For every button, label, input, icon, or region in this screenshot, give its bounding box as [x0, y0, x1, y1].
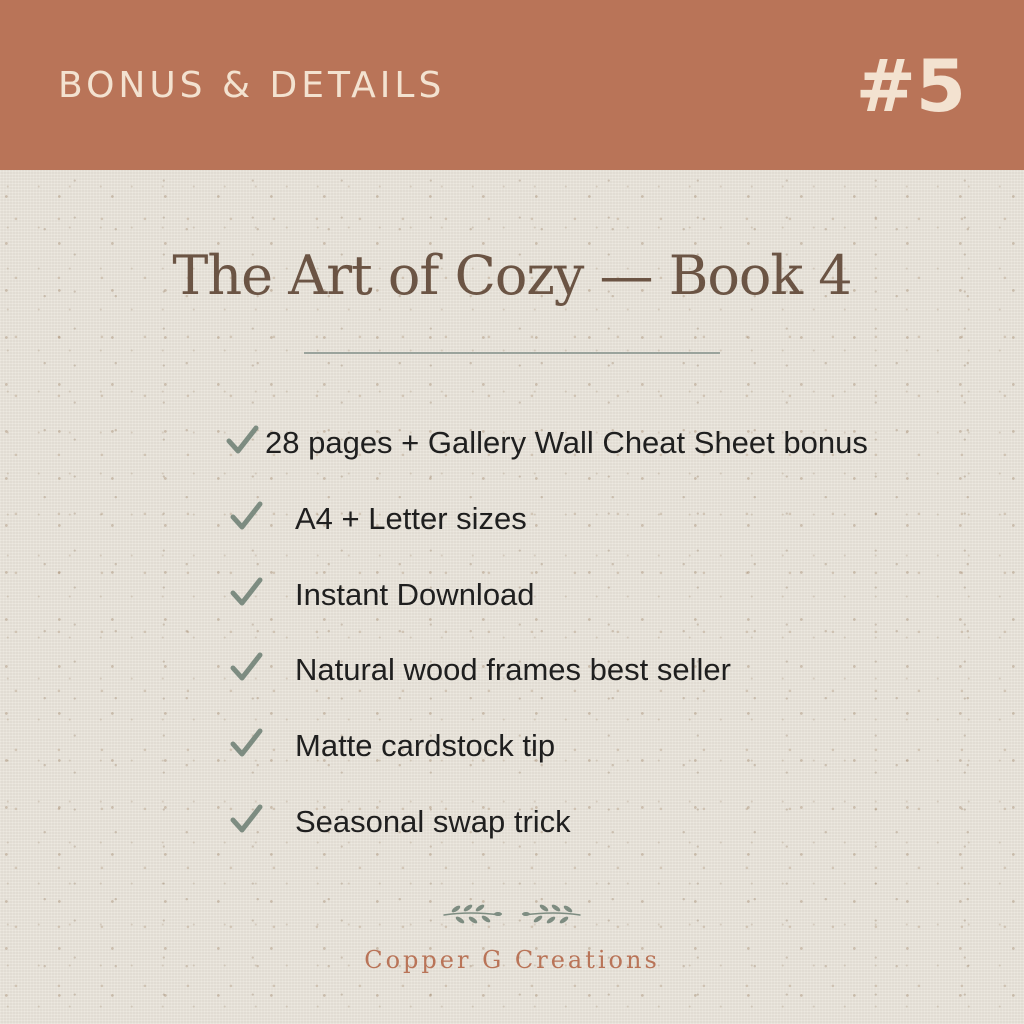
- feature-item: [0, 494, 1024, 544]
- page-title: The Art of Cozy — Book 4: [172, 244, 852, 307]
- feature-text: Seasonal swap trick: [295, 804, 571, 839]
- check-icon: [226, 723, 266, 763]
- feature-item: [0, 645, 1024, 695]
- feature-text: A4 + Letter sizes: [295, 501, 527, 536]
- feature-item: [0, 797, 1024, 847]
- brand-name: Copper G Creations: [364, 946, 660, 974]
- check-icon: [226, 647, 266, 687]
- feature-text: Matte cardstock tip: [295, 728, 556, 763]
- feature-text: Natural wood frames best seller: [295, 652, 731, 687]
- check-icon: [226, 496, 266, 536]
- feature-item: [0, 721, 1024, 771]
- header-label: BONUS & DETAILS: [58, 65, 446, 106]
- check-icon: [226, 572, 266, 612]
- feature-item: [0, 570, 1024, 620]
- header-number: #5: [855, 44, 966, 128]
- check-icon: [226, 799, 266, 839]
- leaf-sprig-icon: [440, 898, 584, 928]
- feature-text: 28 pages + Gallery Wall Cheat Sheet bonus: [265, 425, 868, 460]
- feature-item: [0, 418, 1024, 468]
- feature-text: Instant Download: [295, 577, 535, 612]
- check-icon: [222, 420, 262, 460]
